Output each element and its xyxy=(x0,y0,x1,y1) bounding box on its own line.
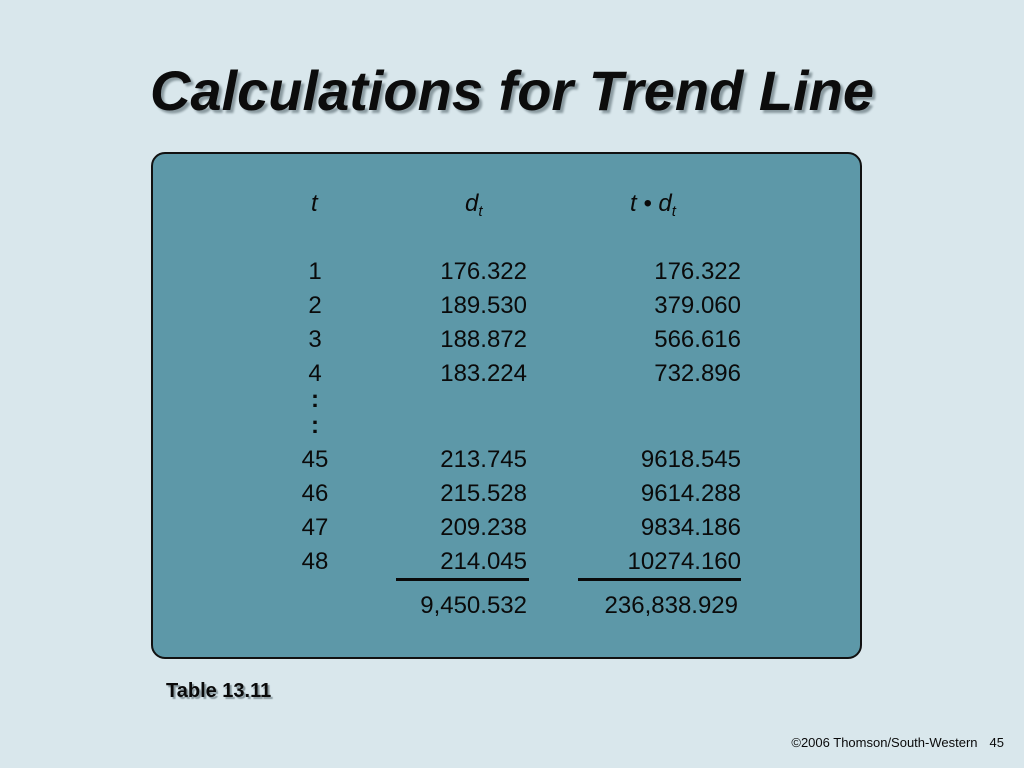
ellipsis-dots: : xyxy=(311,412,319,439)
copyright-text: ©2006 Thomson/South-Western xyxy=(791,735,978,750)
header-dt: $d_t$ xyxy=(465,190,483,220)
cell-t-dt: 9614.288 xyxy=(640,480,741,507)
cell-dt: 209.238 xyxy=(440,514,527,541)
header-t-dot-dt: t • $d_t$ xyxy=(630,190,676,220)
cell-t: 4 xyxy=(308,360,322,387)
cell-dt: 215.528 xyxy=(440,480,527,507)
cell-dt: 176.322 xyxy=(440,258,527,285)
cell-t-dt: 176.322 xyxy=(654,258,741,285)
cell-t-dt: 10274.160 xyxy=(627,548,741,575)
cell-t: 47 xyxy=(301,514,329,541)
cell-t: 46 xyxy=(301,480,329,507)
cell-t-dt: 9834.186 xyxy=(640,514,741,541)
ellipsis-dots: : xyxy=(311,386,319,413)
total-t-dt: 236,838.929 xyxy=(604,592,738,619)
cell-t-dt: 9618.545 xyxy=(640,446,741,473)
page-number: 45 xyxy=(989,735,1004,750)
cell-t-dt: 732.896 xyxy=(654,360,741,387)
cell-t-dt: 566.616 xyxy=(654,326,741,353)
table-panel xyxy=(151,152,862,659)
sum-rule-dt xyxy=(396,578,529,581)
cell-t: 45 xyxy=(301,446,329,473)
sum-rule-t-dt xyxy=(578,578,741,581)
cell-t: 48 xyxy=(301,548,329,575)
table-caption: Table 13.11 xyxy=(166,680,272,702)
slide-footer xyxy=(700,735,1004,750)
header-t: t xyxy=(311,190,318,217)
cell-dt: 183.224 xyxy=(440,360,527,387)
cell-t: 3 xyxy=(308,326,322,353)
cell-dt: 213.745 xyxy=(440,446,527,473)
cell-dt: 214.045 xyxy=(440,548,527,575)
slide-title: Calculations for Trend Line xyxy=(150,59,874,122)
cell-t-dt: 379.060 xyxy=(654,292,741,319)
cell-dt: 189.530 xyxy=(440,292,527,319)
cell-dt: 188.872 xyxy=(440,326,527,353)
cell-t: 1 xyxy=(308,258,322,285)
total-dt: 9,450.532 xyxy=(420,592,527,619)
cell-t: 2 xyxy=(308,292,322,319)
